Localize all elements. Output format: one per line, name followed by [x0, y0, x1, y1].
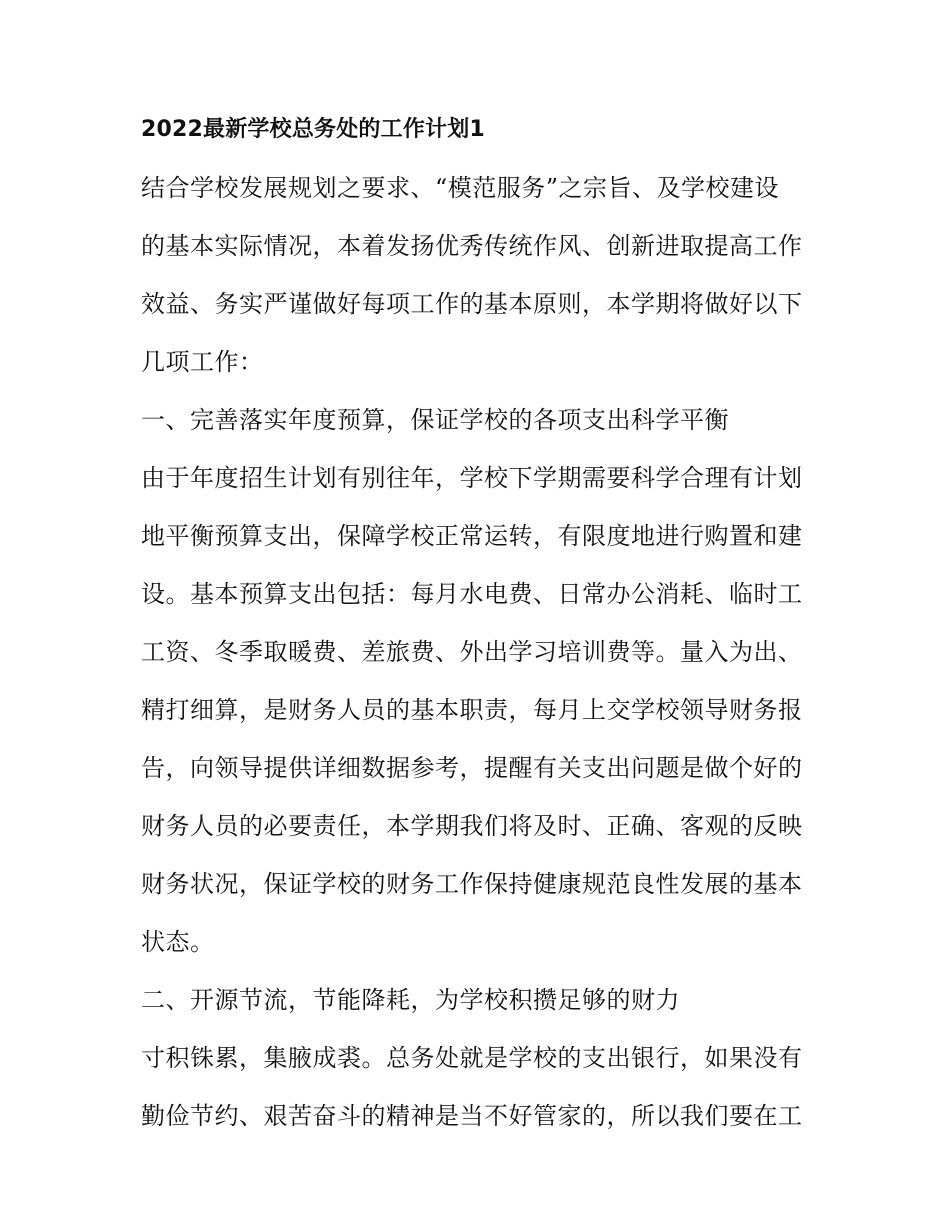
paragraph-line: 工资、冬季取暖费、差旅费、外出学习培训费等。量入为出、	[141, 638, 803, 666]
paragraph-line: 财务人员的必要责任，本学期我们将及时、正确、客观的反映	[141, 812, 803, 840]
paragraph-line: 寸积铢累，集腋成裘。总务处就是学校的支出银行，如果没有	[141, 1044, 803, 1072]
paragraph-line: 效益、务实严谨做好每项工作的基本原则，本学期将做好以下	[141, 290, 803, 318]
paragraph-line: 由于年度招生计划有别往年，学校下学期需要科学合理有计划	[141, 464, 803, 492]
paragraph-line: 勤俭节约、艰苦奋斗的精神是当不好管家的，所以我们要在工	[141, 1102, 803, 1130]
paragraph-line: 几项工作：	[141, 348, 264, 376]
paragraph-line: 地平衡预算支出，保障学校正常运转，有限度地进行购置和建	[141, 522, 803, 550]
paragraph-line: 的基本实际情况，本着发扬优秀传统作风、创新进取提高工作	[141, 232, 803, 260]
paragraph-line: 精打细算，是财务人员的基本职责，每月上交学校领导财务报	[141, 696, 803, 724]
section-heading: 二、开源节流，节能降耗，为学校积攒足够的财力	[141, 986, 680, 1014]
paragraph-line: 告，向领导提供详细数据参考，提醒有关支出问题是做个好的	[141, 754, 803, 782]
paragraph-line: 状态。	[141, 928, 215, 956]
section-heading: 一、完善落实年度预算，保证学校的各项支出科学平衡	[141, 406, 729, 434]
document-title: 2022最新学校总务处的工作计划1	[141, 117, 485, 142]
paragraph-line: 结合学校发展规划之要求、“模范服务”之宗旨、及学校建设	[141, 174, 780, 202]
paragraph-line: 财务状况，保证学校的财务工作保持健康规范良性发展的基本	[141, 870, 803, 898]
paragraph-line: 设。基本预算支出包括：每月水电费、日常办公消耗、临时工	[141, 580, 803, 608]
